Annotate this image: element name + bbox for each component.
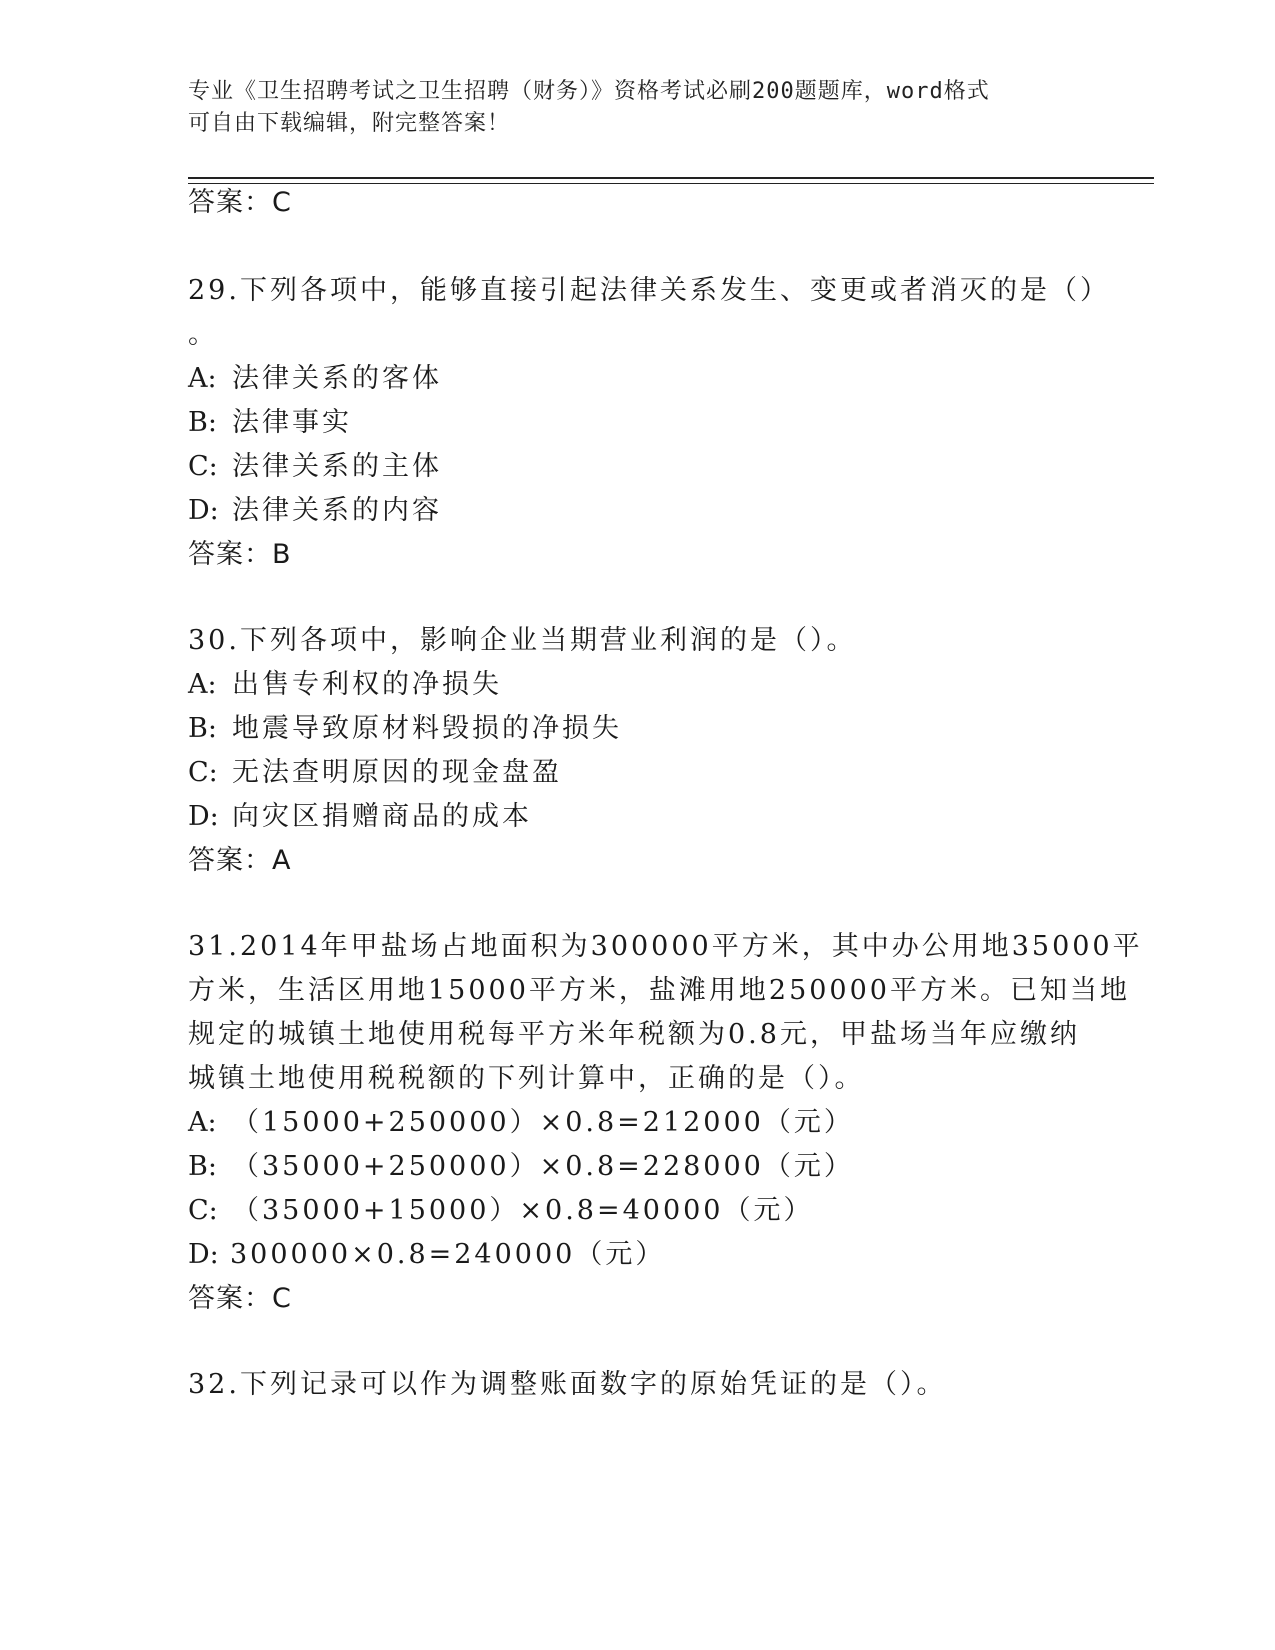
question-31-option-a	[188, 1106, 854, 1140]
question-31-option-b	[188, 1150, 854, 1184]
option-key: A:	[188, 1107, 217, 1138]
question-31-stem-cont-3: 城镇土地使用税税额的下列计算中，正确的是（）。	[188, 1063, 865, 1094]
question-31-stem-cont-2: 规定的城镇土地使用税每平方米年税额为0.8元，甲盐场当年应缴纳	[188, 1019, 1080, 1050]
answer-previous: 答案：C	[188, 187, 292, 218]
option-text: 法律关系的内容	[232, 495, 442, 526]
question-29-option-b	[188, 406, 352, 440]
option-text: 法律事实	[232, 407, 352, 438]
question-29-option-c	[188, 450, 442, 484]
option-key: A:	[188, 363, 217, 394]
question-30-option-a	[188, 668, 502, 702]
option-key: B:	[188, 1151, 217, 1182]
question-30-stem: 30.下列各项中，影响企业当期营业利润的是（）。	[188, 625, 857, 656]
question-31-stem-cont-1: 方米，生活区用地15000平方米，盐滩用地250000平方米。已知当地	[188, 975, 1130, 1006]
option-text: 地震导致原材料毁损的净损失	[232, 713, 622, 744]
question-29-option-d	[188, 494, 442, 528]
option-text: 无法查明原因的现金盘盈	[232, 757, 562, 788]
header-rule-thin	[188, 183, 1154, 184]
option-text: （35000+250000）×0.8=228000（元）	[232, 1151, 854, 1182]
question-31-answer: 答案：C	[188, 1283, 292, 1314]
option-text: 法律关系的主体	[232, 451, 442, 482]
question-29-option-a	[188, 362, 442, 396]
option-text: （35000+15000）×0.8=40000（元）	[232, 1195, 814, 1226]
option-text: 向灾区捐赠商品的成本	[232, 801, 532, 832]
question-31-stem: 31.2014年甲盐场占地面积为300000平方米，其中办公用地35000平	[188, 931, 1143, 962]
question-30-option-b	[188, 712, 622, 746]
option-text: 300000×0.8=240000（元）	[230, 1239, 666, 1270]
question-30-option-c	[188, 756, 562, 790]
option-key: B:	[188, 713, 217, 744]
question-29-stem-cont: 。	[188, 319, 218, 350]
option-key: B:	[188, 407, 217, 438]
header-rule-thick	[188, 177, 1154, 179]
header-line-1: 专业《卫生招聘考试之卫生招聘（财务）》资格考试必刷200题题库，word格式	[188, 79, 990, 104]
question-31-option-c	[188, 1194, 813, 1228]
header-line-2: 可自由下载编辑，附完整答案！	[188, 111, 511, 136]
option-text: 出售专利权的净损失	[232, 669, 502, 700]
option-key: D:	[188, 1239, 219, 1270]
question-29-stem: 29.下列各项中，能够直接引起法律关系发生、变更或者消灭的是（）	[188, 275, 1110, 306]
option-key: C:	[188, 757, 218, 788]
question-32-stem: 32.下列记录可以作为调整账面数字的原始凭证的是（）。	[188, 1369, 947, 1400]
option-text: （15000+250000）×0.8=212000（元）	[232, 1107, 854, 1138]
option-key: C:	[188, 1195, 218, 1226]
option-key: D:	[188, 801, 219, 832]
question-30-answer: 答案：A	[188, 845, 292, 876]
page-header	[188, 76, 1078, 140]
question-31-option-d	[188, 1238, 665, 1272]
option-text: 法律关系的客体	[232, 363, 442, 394]
option-key: C:	[188, 451, 218, 482]
question-30-option-d	[188, 800, 532, 834]
option-key: A:	[188, 669, 217, 700]
question-29-answer: 答案：B	[188, 539, 292, 570]
option-key: D:	[188, 495, 219, 526]
